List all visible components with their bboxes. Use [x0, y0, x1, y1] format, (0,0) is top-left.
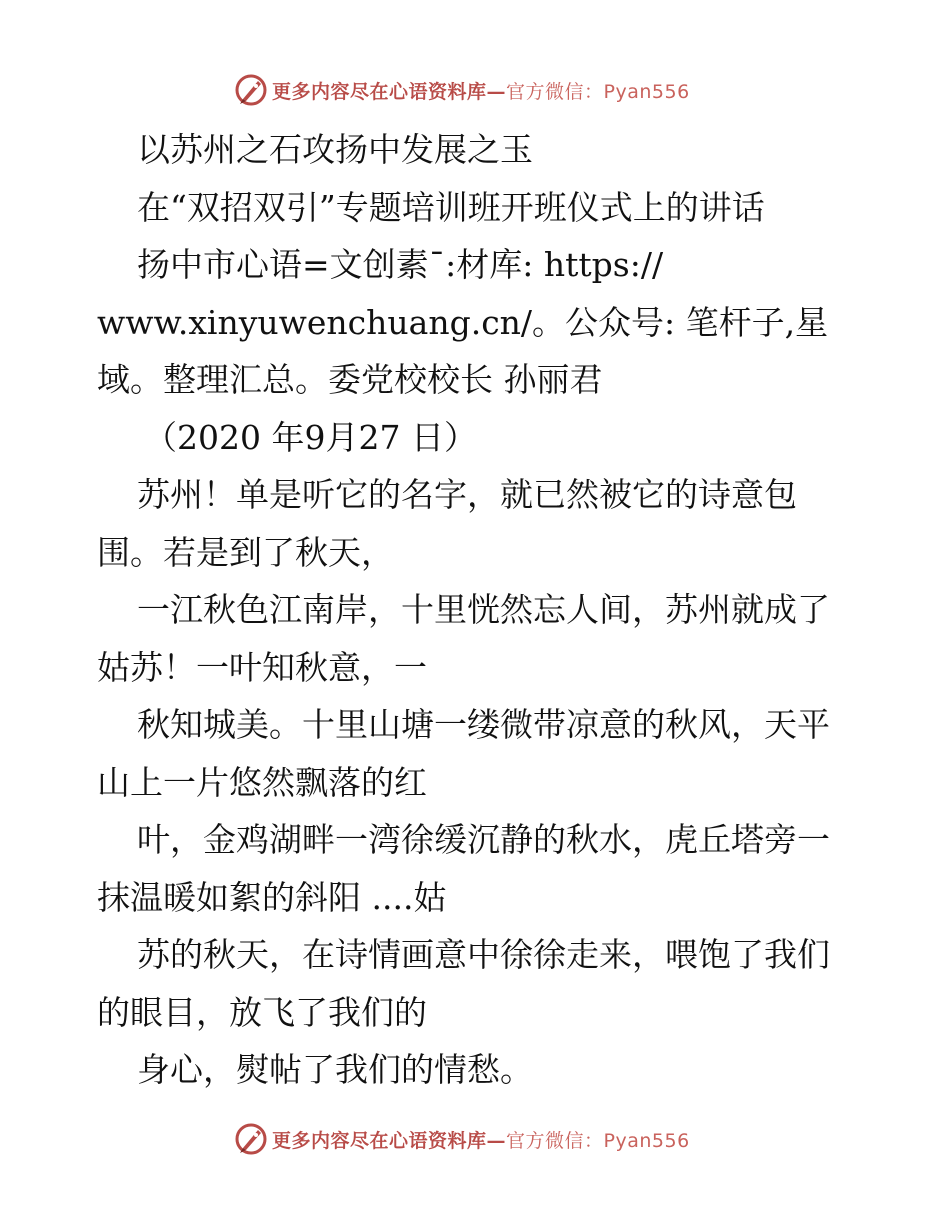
text-line: 苏州！单是听它的名字，就已然被它的诗意包: [137, 475, 797, 514]
text-line: 的眼目，放飞了我们的: [97, 992, 427, 1032]
banner-contact-text: 官方微信：Pyan556: [506, 1129, 690, 1152]
header-banner: [234, 70, 690, 110]
text-line: 山上一片悠然飘落的红: [97, 762, 427, 802]
quill-pen-circle-icon: [234, 1122, 268, 1156]
text-line: 扬中市心语=文创素¯:材库: https://: [137, 245, 664, 284]
text-line: 秋知城美。十里山塘一缕微带凉意的秋风，天平: [137, 705, 830, 744]
text-line: 姑苏！一叶知秋意，一: [97, 647, 427, 687]
document-date: （2020 年9月27 日）: [144, 417, 477, 457]
text-line: 身心，熨帖了我们的情愁。: [137, 1050, 533, 1089]
text-line: 围。若是到了秋天，: [97, 532, 394, 572]
footer-banner: [234, 1119, 690, 1159]
banner-site-text: 更多内容尽在心语资料库—: [272, 80, 507, 103]
banner-site-text: 更多内容尽在心语资料库—: [272, 1129, 507, 1152]
text-line: 一江秋色江南岸，十里恍然忘人间，苏州就成了: [137, 590, 830, 629]
quill-pen-circle-icon: [234, 73, 268, 107]
text-line: 抹温暖如絮的斜阳 ....姑: [97, 877, 447, 917]
document-title: 以苏州之石攻扬中发展之玉: [137, 130, 533, 169]
text-line: 苏的秋天，在诗情画意中徐徐走来，喂饱了我们: [137, 935, 830, 974]
text-line: 叶，金鸡湖畔一湾徐缓沉静的秋水，虎丘塔旁一: [137, 820, 830, 859]
banner-contact-text: 官方微信：Pyan556: [506, 80, 690, 103]
text-line: www.xinyuwenchuang.cn/。公众号: 笔杆子,星: [97, 302, 829, 342]
text-line: 域。整理汇总。委党校校长 孙丽君: [97, 360, 603, 399]
document-subtitle: 在“双招双引”专题培训班开班仪式上的讲话: [137, 187, 765, 227]
document-body: [97, 121, 867, 1099]
